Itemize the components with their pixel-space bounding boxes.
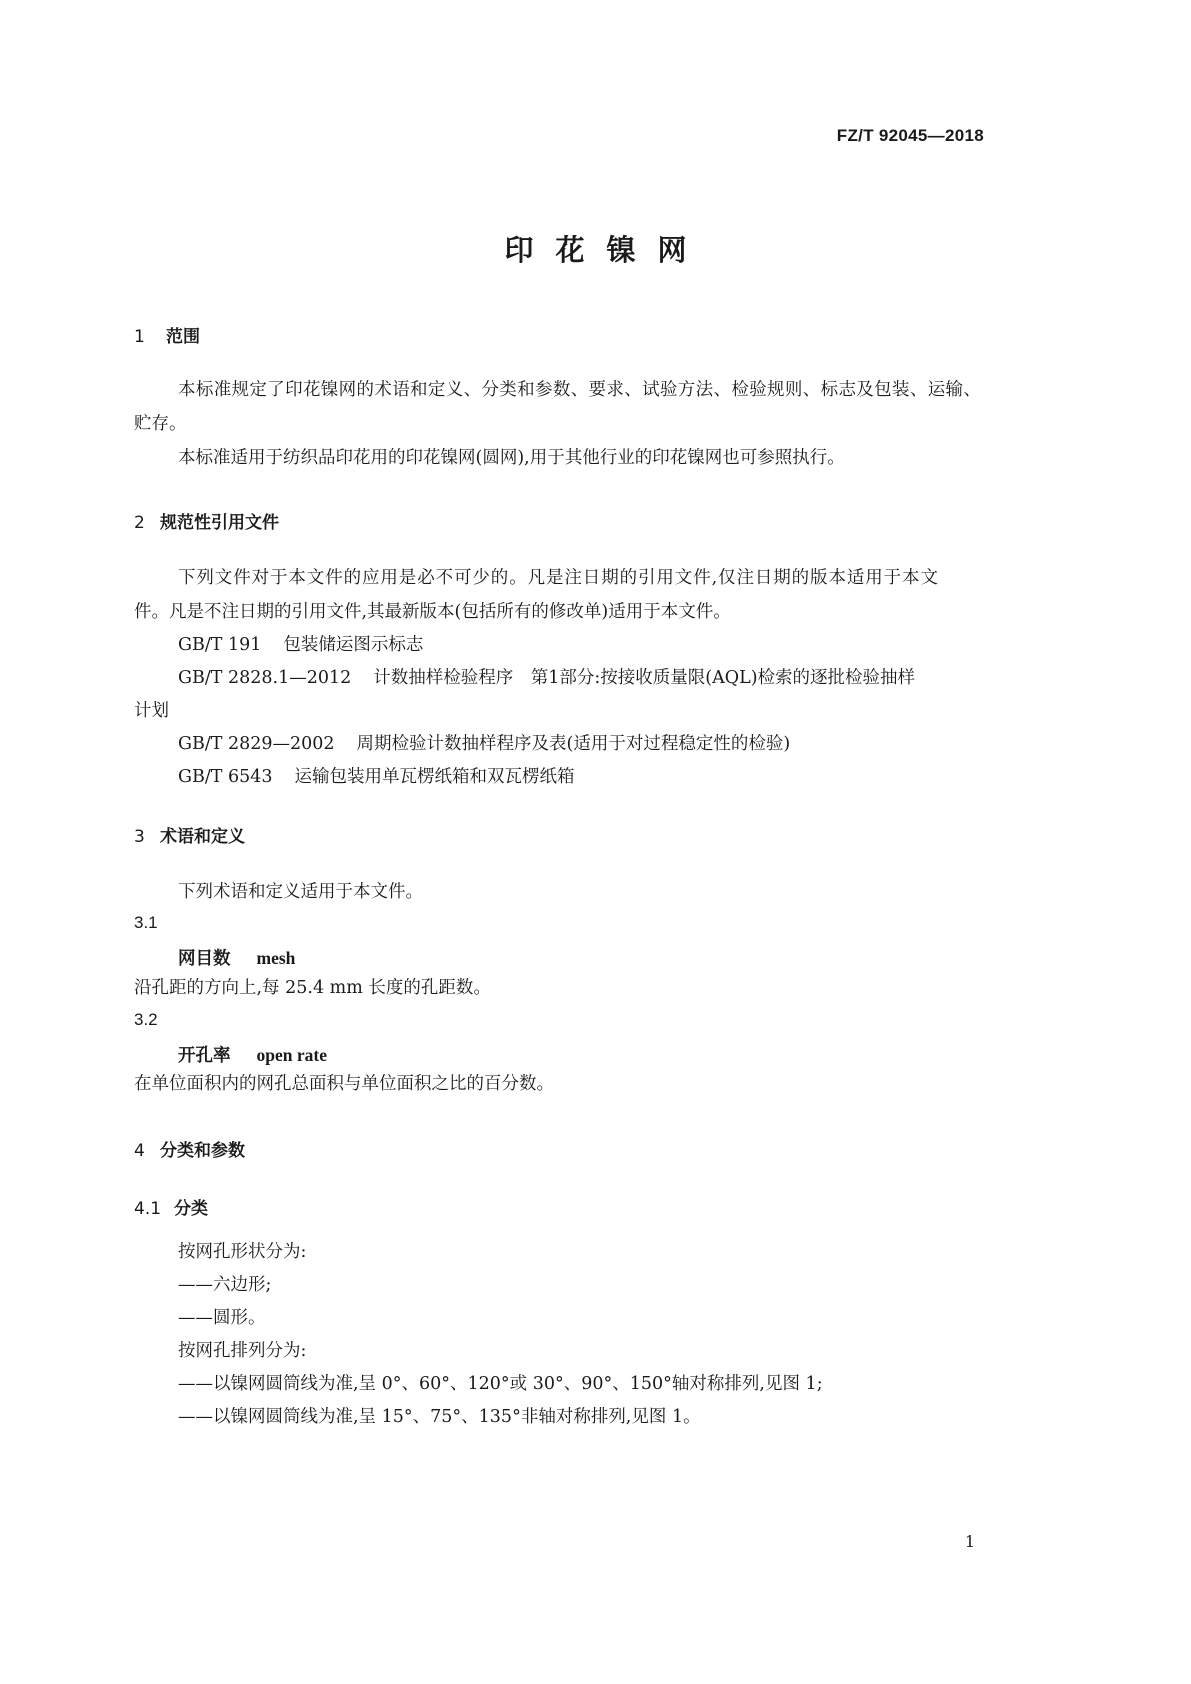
standard-number: FZ/T 92045—2018: [836, 126, 984, 145]
subsection-4-1-title: 分类: [174, 1199, 208, 1219]
section-3-heading: [134, 822, 245, 847]
term-number: 3.1: [134, 913, 158, 932]
section-1-paragraph-2: 本标准适用于纺织品印花用的印花镍网(圆网),用于其他行业的印花镍网也可参照执行。: [178, 448, 845, 468]
section-2-paragraph-1-line-2: 件。凡是不注日期的引用文件,其最新版本(包括所有的修改单)适用于本文件。: [134, 602, 731, 622]
section-4-number: 4: [134, 1141, 145, 1161]
section-2-heading: [134, 508, 279, 533]
reference-title: 包装储运图示标志: [283, 635, 424, 655]
section-1-paragraph-1-line-2: 贮存。: [134, 414, 187, 434]
term-definition: 沿孔距的方向上,每 25.4 mm 长度的孔距数。: [134, 978, 491, 998]
classification-line: 按网孔形状分为:: [178, 1242, 307, 1262]
section-1-number: 1: [134, 327, 145, 347]
classification-line: ——六边形;: [178, 1275, 272, 1295]
classification-line: ——以镍网圆筒线为准,呈 15°、75°、135°非轴对称排列,见图 1。: [178, 1407, 701, 1427]
term-english: open rate: [256, 1045, 327, 1065]
subsection-4-1-number: 4.1: [134, 1199, 162, 1219]
section-1-paragraph-1-line-1: 本标准规定了印花镍网的术语和定义、分类和参数、要求、试验方法、检验规则、标志及包装、运输、: [178, 380, 982, 400]
section-4-heading: [134, 1136, 245, 1161]
page-number: 1: [964, 1532, 975, 1551]
reference-item: [178, 661, 1059, 695]
section-3-title: 术语和定义: [160, 827, 245, 847]
term-heading: [178, 1042, 327, 1067]
reference-code: GB/T 2828.1—2012: [178, 668, 352, 688]
section-1-heading: [134, 322, 200, 347]
section-2-number: 2: [134, 513, 145, 533]
reference-code: GB/T 6543: [178, 767, 273, 787]
section-2-title: 规范性引用文件: [160, 513, 279, 533]
term-heading: [178, 945, 295, 970]
section-3-intro: 下列术语和定义适用于本文件。: [178, 882, 423, 902]
reference-code: GB/T 2829—2002: [178, 734, 335, 754]
reference-continuation: 计划: [134, 701, 169, 721]
reference-item: [178, 628, 1059, 662]
classification-line: ——圆形。: [178, 1308, 266, 1328]
classification-line: 按网孔排列分为:: [178, 1341, 307, 1361]
reference-title: 周期检验计数抽样程序及表(适用于对过程稳定性的检验): [356, 734, 791, 754]
document-title: 印花镍网: [504, 233, 709, 267]
reference-item: [178, 727, 1059, 761]
reference-title: 运输包装用单瓦楞纸箱和双瓦楞纸箱: [294, 767, 575, 787]
subsection-4-1-heading: [134, 1194, 208, 1219]
section-2-paragraph-1-line-1: 下列文件对于本文件的应用是必不可少的。凡是注日期的引用文件,仅注日期的版本适用于本文: [178, 568, 939, 588]
term-english: mesh: [256, 948, 296, 968]
term-chinese: 开孔率: [178, 1046, 231, 1066]
section-3-number: 3: [134, 827, 145, 847]
section-4-title: 分类和参数: [160, 1141, 245, 1161]
classification-line: ——以镍网圆筒线为准,呈 0°、60°、120°或 30°、90°、150°轴对称排列,见图 1;: [178, 1374, 823, 1394]
term-number: 3.2: [134, 1010, 158, 1029]
term-chinese: 网目数: [178, 949, 231, 969]
section-1-title: 范围: [166, 327, 200, 347]
term-definition: 在单位面积内的网孔总面积与单位面积之比的百分数。: [134, 1074, 554, 1094]
reference-code: GB/T 191: [178, 635, 262, 655]
reference-item: [178, 760, 1059, 794]
reference-title: 计数抽样检验程序 第1部分:按接收质量限(AQL)检索的逐批检验抽样: [373, 668, 916, 688]
